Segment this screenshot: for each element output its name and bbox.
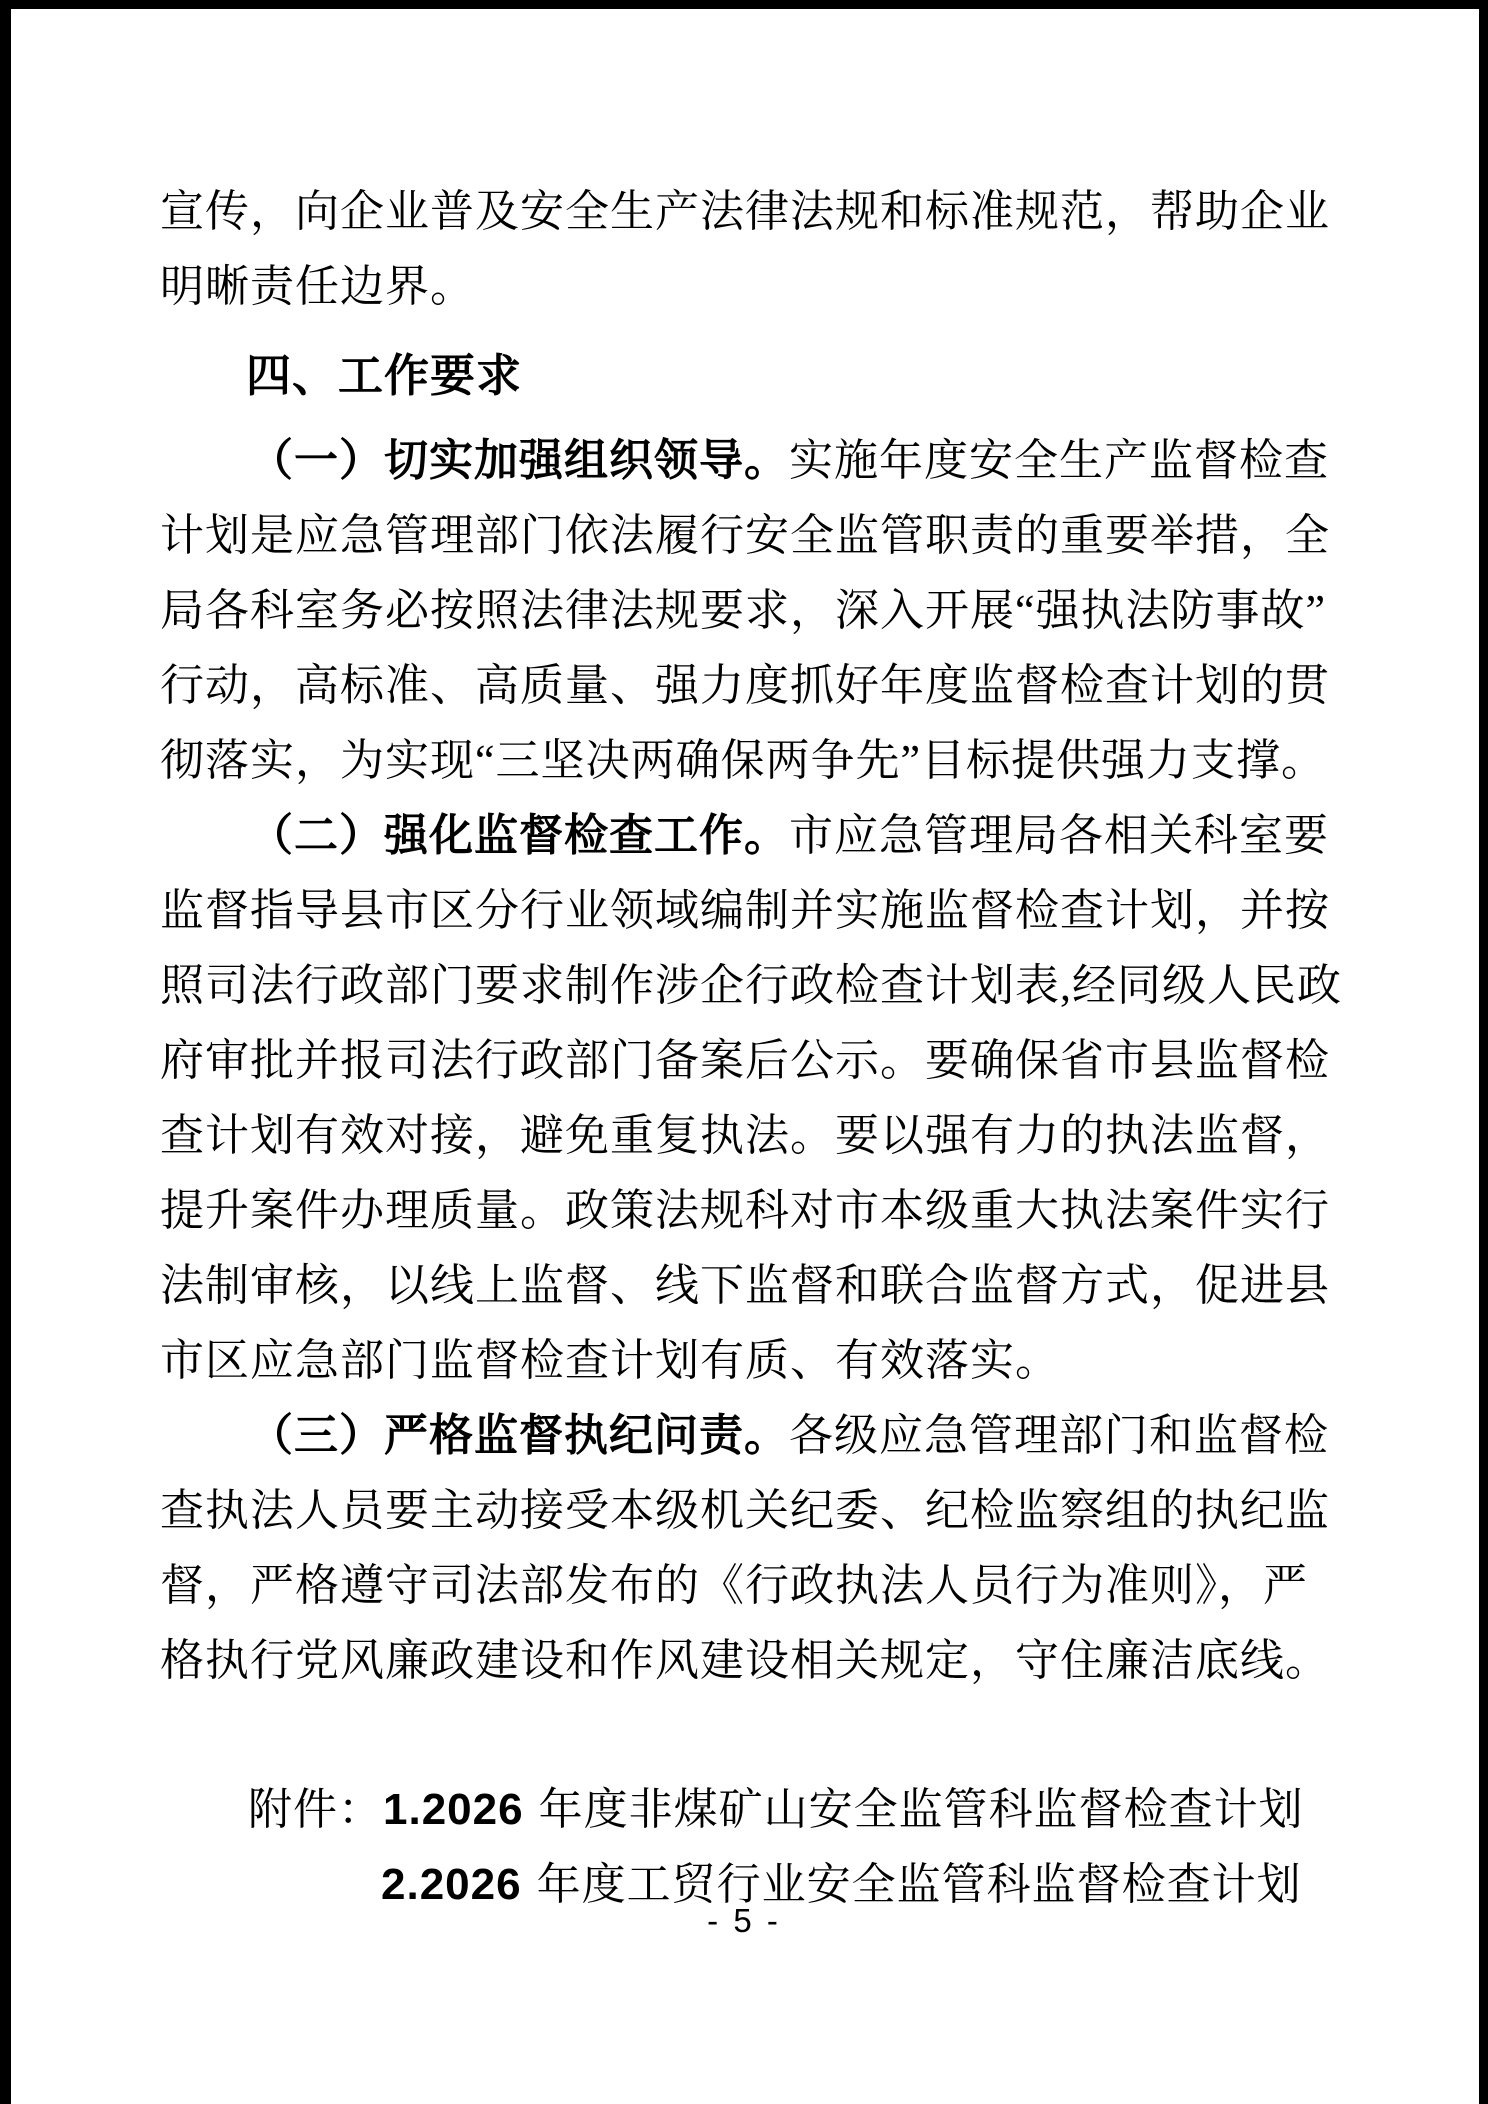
paragraph-lead: （三）严格监督执纪问责。 xyxy=(249,1411,789,1460)
body-line xyxy=(160,798,1332,873)
body-line xyxy=(160,423,1332,498)
body-line xyxy=(160,249,1332,324)
body-line xyxy=(160,1623,1332,1698)
attachment-item-text: 年度非煤矿山安全监管科监督检查计划 xyxy=(538,1785,1304,1834)
body-line-text: 格执行党风廉政建设和作风建设相关规定，守住廉洁底线。 xyxy=(160,1636,1330,1685)
body-line-text: 实施年度安全生产监督检查 xyxy=(789,436,1329,485)
attachment-label: 附件： xyxy=(248,1785,383,1834)
body-line-text: 彻落实，为实现“三坚决两确保两争先”目标提供强力支撑。 xyxy=(160,736,1327,785)
document-body xyxy=(160,0,1342,1922)
section-heading-text: 四、工作要求 xyxy=(246,350,523,401)
paragraph-lead: （一）切实加强组织领导。 xyxy=(249,436,789,485)
body-line xyxy=(160,648,1332,723)
body-line-text: 查执法人员要主动接受本级机关纪委、纪检监察组的执纪监 xyxy=(160,1486,1330,1535)
attachment-item-text: 年度工贸行业安全监管科监督检查计划 xyxy=(536,1860,1302,1909)
body-line xyxy=(160,1248,1332,1323)
body-line xyxy=(160,1398,1332,1473)
body-line-text: 市区应急部门监督检查计划有质、有效落实。 xyxy=(160,1336,1060,1385)
body-line xyxy=(160,1098,1332,1173)
body-line-text: 局各科室务必按照法律法规要求，深入开展“强执法防事故” xyxy=(160,586,1327,635)
body-line-text: 明晰责任边界。 xyxy=(160,262,475,311)
body-line-text: 宣传，向企业普及安全生产法律法规和标准规范，帮助企业 xyxy=(160,187,1330,236)
body-line xyxy=(160,1023,1332,1098)
scan-edge-left xyxy=(0,0,11,2104)
body-line-text: 各级应急管理部门和监督检 xyxy=(789,1411,1329,1460)
body-line-text: 督，严格遵守司法部发布的《行政执法人员行为准则》，严 xyxy=(160,1561,1308,1610)
scan-edge-right xyxy=(1479,0,1488,2104)
body-line-text: 计划是应急管理部门依法履行安全监管职责的重要举措，全 xyxy=(160,511,1330,560)
body-line xyxy=(160,1173,1332,1248)
body-line xyxy=(160,1548,1332,1623)
body-line xyxy=(160,1323,1332,1398)
body-line xyxy=(160,723,1332,798)
body-line-text: 法制审核，以线上监督、线下监督和联合监督方式，促进县 xyxy=(160,1261,1330,1310)
attachment-line xyxy=(248,1772,1332,1847)
body-line-text: 提升案件办理质量。政策法规科对市本级重大执法案件实行 xyxy=(160,1186,1330,1235)
attachment-item-number: 2.2026 xyxy=(381,1860,522,1909)
body-line-text: 行动，高标准、高质量、强力度抓好年度监督检查计划的贯 xyxy=(160,661,1330,710)
paragraph-lead: （二）强化监督检查工作。 xyxy=(249,811,789,860)
body-line xyxy=(160,498,1332,573)
body-line xyxy=(160,1473,1332,1548)
body-line-text: 市应急管理局各相关科室要 xyxy=(789,811,1329,860)
section-heading xyxy=(160,338,1332,413)
body-line xyxy=(160,948,1342,1023)
body-line-text: 监督指导县市区分行业领域编制并实施监督检查计划，并按 xyxy=(160,886,1330,935)
page-number: - 5 - xyxy=(707,1902,781,1939)
attachment-item-number: 1.2026 xyxy=(383,1785,524,1834)
body-line-text: 府审批并报司法行政部门备案后公示。要确保省市县监督检 xyxy=(160,1036,1330,1085)
body-line-text: 照司法行政部门要求制作涉企行政检查计划表,经同级人民政 xyxy=(160,961,1342,1010)
body-line-text: 查计划有效对接，避免重复执法。要以强有力的执法监督， xyxy=(160,1111,1330,1160)
body-line xyxy=(160,174,1332,249)
body-line xyxy=(160,573,1332,648)
body-line xyxy=(160,873,1332,948)
attachments-block xyxy=(160,1772,1332,1922)
